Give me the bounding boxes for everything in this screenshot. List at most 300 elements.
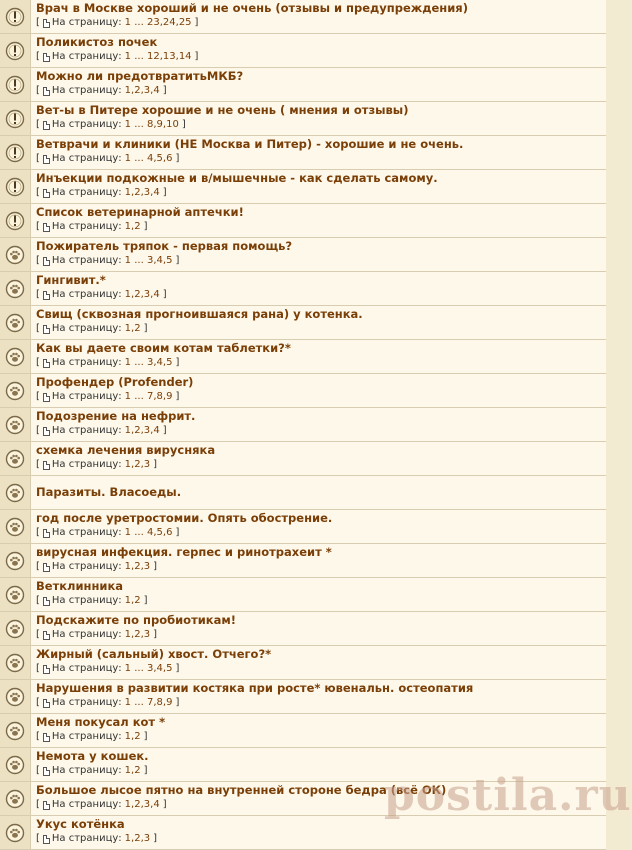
topic-title-link[interactable]: Большое лысое пятно на внутренней стороне бедра (всё ОК)	[36, 783, 447, 797]
pagination-ellipsis: ...	[134, 17, 144, 28]
topic-text-cell	[31, 408, 606, 441]
pagination-close-bracket: ]	[175, 391, 180, 402]
page-link[interactable]: 3	[143, 187, 151, 198]
page-link[interactable]: 3	[143, 833, 151, 844]
pagination-close-bracket: ]	[153, 629, 158, 640]
page-link[interactable]: 2	[134, 595, 141, 606]
page-link[interactable]: 2	[134, 731, 141, 742]
paw-topic-icon	[5, 823, 25, 843]
page-link[interactable]: 3	[143, 459, 151, 470]
page-link[interactable]: 1	[124, 833, 132, 844]
topic-text-cell	[31, 102, 606, 135]
topic-text-cell	[31, 204, 606, 237]
page-document-icon	[43, 291, 50, 300]
pagination-label: На страницу:	[51, 799, 122, 810]
topic-title-link[interactable]: Свищ (сквозная прогноившаяся рана) у котенка.	[36, 307, 363, 321]
page-link[interactable]: 1	[124, 51, 132, 62]
topic-title-link[interactable]: Пожиратель тряпок - первая помощь?	[36, 239, 293, 253]
topic-title-link[interactable]: Подозрение на нефрит.	[36, 409, 196, 423]
paw-topic-icon	[5, 313, 25, 333]
topic-text-cell	[31, 544, 606, 577]
topic-text-cell	[31, 272, 606, 305]
page-link[interactable]: 2	[134, 629, 141, 640]
page-document-icon	[43, 359, 50, 368]
topic-status-cell	[0, 408, 31, 441]
page-document-icon	[43, 733, 50, 742]
page-link[interactable]: 3	[146, 357, 154, 368]
paw-topic-icon	[5, 653, 25, 673]
topic-row	[0, 34, 606, 68]
pagination-ellipsis: ...	[134, 119, 144, 130]
page-link[interactable]: 10	[166, 119, 179, 130]
page-link[interactable]: 1	[124, 425, 132, 436]
topic-row	[0, 68, 606, 102]
pagination-close-bracket: ]	[175, 527, 180, 538]
topic-row	[0, 646, 606, 680]
pagination-label: На страницу:	[51, 357, 122, 368]
paw-topic-icon	[5, 245, 25, 265]
topic-title-link[interactable]: Паразиты. Власоеды.	[36, 485, 182, 499]
page-link[interactable]: 1	[124, 391, 132, 402]
pagination-label: На страницу:	[51, 51, 122, 62]
topic-title-link[interactable]: Ветклинника	[36, 579, 124, 593]
paw-topic-icon	[5, 483, 25, 503]
pagination-label: На страницу:	[51, 391, 122, 402]
topic-title-link[interactable]: Как вы даете своим котам таблетки?*	[36, 341, 291, 355]
topic-title-link[interactable]: вирусная инфекция. герпес и ринотрахеит *	[36, 545, 332, 559]
page-link[interactable]: 1	[124, 289, 132, 300]
page-link[interactable]: 24	[162, 17, 176, 28]
pagination-label: На страницу:	[51, 255, 122, 266]
pagination-label: На страницу:	[51, 425, 122, 436]
topic-title-link[interactable]: Гингивит.*	[36, 273, 106, 287]
topic-text-cell	[31, 34, 606, 67]
page-link[interactable]: 4	[156, 255, 163, 266]
topic-title-link[interactable]: Ветврачи и клиники (НЕ Москва и Питер) - хорошие и не очень.	[36, 137, 464, 151]
page-link[interactable]: 1	[124, 731, 132, 742]
topic-status-cell	[0, 680, 31, 713]
page-link[interactable]: 3	[143, 289, 151, 300]
page-document-icon	[43, 631, 50, 640]
pagination-open-bracket: [	[36, 663, 40, 674]
page-link[interactable]: 3	[143, 561, 151, 572]
topic-status-cell	[0, 374, 31, 407]
page-document-icon	[43, 529, 50, 538]
pagination-close-bracket: ]	[153, 833, 158, 844]
page-link[interactable]: 5	[166, 255, 173, 266]
page-document-icon	[43, 427, 50, 436]
pagination-label: На страницу:	[51, 153, 122, 164]
pagination-close-bracket: ]	[181, 119, 186, 130]
topic-pagination: [ На страницу: 1 , 2 , 3 ]	[36, 561, 158, 572]
topic-status-cell	[0, 306, 31, 339]
pagination-close-bracket: ]	[162, 85, 167, 96]
topic-text-cell	[31, 340, 606, 373]
page-link[interactable]: 6	[166, 527, 173, 538]
topic-row	[0, 374, 606, 408]
page-link[interactable]: 1	[124, 323, 132, 334]
pagination-label: На страницу:	[51, 119, 122, 130]
topic-status-cell	[0, 476, 31, 509]
paw-topic-icon	[5, 449, 25, 469]
page-link[interactable]: 1	[124, 595, 132, 606]
topic-pagination: [ На страницу: 1 ... 23 , 24 , 25 ]	[36, 17, 199, 28]
topic-row	[0, 612, 606, 646]
topic-row	[0, 272, 606, 306]
page-document-icon	[43, 189, 50, 198]
topic-title-link[interactable]: Можно ли предотвратитьМКБ?	[36, 69, 244, 83]
pagination-close-bracket: ]	[175, 663, 180, 674]
topic-title-link[interactable]: Список ветеринарной аптечки!	[36, 205, 244, 219]
page-link[interactable]: 1	[124, 85, 132, 96]
page-link[interactable]: 4	[153, 187, 160, 198]
page-link[interactable]: 7	[146, 697, 154, 708]
pagination-close-bracket: ]	[175, 697, 180, 708]
pagination-label: На страницу:	[51, 595, 122, 606]
topic-row	[0, 442, 606, 476]
pagination-open-bracket: [	[36, 697, 40, 708]
pagination-open-bracket: [	[36, 357, 40, 368]
topic-row	[0, 782, 606, 816]
topic-pagination: [ На страницу: 1 , 2 , 3 , 4 ]	[36, 85, 167, 96]
page-link[interactable]: 3	[146, 255, 154, 266]
page-link[interactable]: 2	[134, 187, 141, 198]
page-link[interactable]: 1	[124, 187, 132, 198]
topic-title-link[interactable]: Подскажите по пробиотикам!	[36, 613, 237, 627]
pagination-label: На страницу:	[51, 323, 122, 334]
paw-topic-icon	[5, 415, 25, 435]
topic-pagination: [ На страницу: 1 , 2 , 3 , 4 ]	[36, 187, 167, 198]
topic-pagination: [ На страницу: 1 ... 7 , 8 , 9 ]	[36, 697, 180, 708]
pagination-ellipsis: ...	[134, 697, 144, 708]
sticky-topic-icon	[5, 177, 25, 197]
page-link[interactable]: 8	[156, 697, 163, 708]
pagination-close-bracket: ]	[143, 221, 148, 232]
page-document-icon	[43, 87, 50, 96]
pagination-ellipsis: ...	[134, 527, 144, 538]
pagination-close-bracket: ]	[162, 289, 167, 300]
topic-row	[0, 408, 606, 442]
pagination-open-bracket: [	[36, 425, 40, 436]
pagination-open-bracket: [	[36, 595, 40, 606]
page-link[interactable]: 3	[143, 425, 151, 436]
page-document-icon	[43, 257, 50, 266]
page-link[interactable]: 4	[146, 527, 154, 538]
pagination-close-bracket: ]	[143, 765, 148, 776]
page-link[interactable]: 8	[156, 391, 163, 402]
page-link[interactable]: 2	[134, 459, 141, 470]
pagination-open-bracket: [	[36, 765, 40, 776]
page-link[interactable]: 1	[124, 17, 132, 28]
page-link[interactable]: 2	[134, 85, 141, 96]
pagination-open-bracket: [	[36, 391, 40, 402]
topic-text-cell	[31, 612, 606, 645]
page-link[interactable]: 1	[124, 697, 132, 708]
topic-pagination: [ На страницу: 1 , 2 ]	[36, 731, 148, 742]
pagination-label: На страницу:	[51, 561, 122, 572]
pagination-open-bracket: [	[36, 85, 40, 96]
page-document-icon	[43, 19, 50, 28]
topic-row	[0, 714, 606, 748]
topic-text-cell	[31, 136, 606, 169]
paw-topic-icon	[5, 551, 25, 571]
pagination-ellipsis: ...	[134, 391, 144, 402]
pagination-label: На страницу:	[51, 527, 122, 538]
pagination-close-bracket: ]	[162, 187, 167, 198]
topic-text-cell	[31, 0, 606, 33]
sticky-topic-icon	[5, 211, 25, 231]
topic-pagination: [ На страницу: 1 , 2 ]	[36, 323, 148, 334]
topic-text-cell	[31, 816, 606, 849]
page-link[interactable]: 1	[124, 663, 132, 674]
sticky-topic-icon	[5, 41, 25, 61]
topic-status-cell	[0, 238, 31, 271]
pagination-label: На страницу:	[51, 765, 122, 776]
topic-status-cell	[0, 816, 31, 849]
topic-pagination: [ На страницу: 1 ... 3 , 4 , 5 ]	[36, 663, 180, 674]
topic-pagination: [ На страницу: 1 , 2 ]	[36, 595, 148, 606]
pagination-label: На страницу:	[51, 697, 122, 708]
page-document-icon	[43, 597, 50, 606]
pagination-open-bracket: [	[36, 119, 40, 130]
page-link[interactable]: 1	[124, 459, 132, 470]
page-link[interactable]: 6	[166, 153, 173, 164]
page-link[interactable]: 4	[153, 289, 160, 300]
page-link[interactable]: 12	[146, 51, 160, 62]
topic-status-cell	[0, 68, 31, 101]
pagination-close-bracket: ]	[194, 51, 199, 62]
page-link[interactable]: 2	[134, 561, 141, 572]
topic-status-cell	[0, 170, 31, 203]
page-link[interactable]: 5	[156, 527, 163, 538]
page-link[interactable]: 1	[124, 357, 132, 368]
topic-text-cell	[31, 748, 606, 781]
topic-title-link[interactable]: Нарушения в развитии костяка при росте* ювенальн. остеопатия	[36, 681, 474, 695]
pagination-open-bracket: [	[36, 17, 40, 28]
pagination-open-bracket: [	[36, 255, 40, 266]
pagination-ellipsis: ...	[134, 51, 144, 62]
pagination-open-bracket: [	[36, 629, 40, 640]
topic-text-cell	[31, 306, 606, 339]
topic-row	[0, 0, 606, 34]
topic-row	[0, 238, 606, 272]
pagination-label: На страницу:	[51, 663, 122, 674]
page-link[interactable]: 3	[143, 85, 151, 96]
page-link[interactable]: 1	[124, 629, 132, 640]
pagination-close-bracket: ]	[153, 459, 158, 470]
page-link[interactable]: 4	[153, 85, 160, 96]
topic-text-cell	[31, 68, 606, 101]
topic-status-cell	[0, 510, 31, 543]
page-document-icon	[43, 121, 50, 130]
page-link[interactable]: 4	[156, 663, 163, 674]
pagination-close-bracket: ]	[143, 595, 148, 606]
topic-status-cell	[0, 646, 31, 679]
pagination-label: На страницу:	[51, 85, 122, 96]
topic-title-link[interactable]: год после уретростомии. Опять обострение.	[36, 511, 333, 525]
pagination-close-bracket: ]	[175, 255, 180, 266]
pagination-open-bracket: [	[36, 731, 40, 742]
page-link[interactable]: 13	[162, 51, 176, 62]
topic-title-link[interactable]: Профендер (Profender)	[36, 375, 194, 389]
page-link[interactable]: 1	[124, 119, 132, 130]
pagination-label: На страницу:	[51, 187, 122, 198]
page-link[interactable]: 1	[124, 153, 132, 164]
topic-text-cell	[31, 476, 606, 509]
topic-text-cell	[31, 442, 606, 475]
page-link[interactable]: 4	[153, 799, 160, 810]
topic-row	[0, 578, 606, 612]
paw-topic-icon	[5, 347, 25, 367]
sticky-topic-icon	[5, 75, 25, 95]
topic-pagination: [ На страницу: 1 , 2 , 3 , 4 ]	[36, 425, 167, 436]
topic-pagination: [ На страницу: 1 ... 12 , 13 , 14 ]	[36, 51, 199, 62]
pagination-close-bracket: ]	[143, 731, 148, 742]
page-link[interactable]: 3	[146, 663, 154, 674]
topic-title-link[interactable]: Меня покусал кот *	[36, 715, 166, 729]
topic-status-cell	[0, 204, 31, 237]
page-document-icon	[43, 155, 50, 164]
topic-row	[0, 544, 606, 578]
page-link[interactable]: 23	[146, 17, 160, 28]
page-link[interactable]: 5	[156, 153, 163, 164]
topic-text-cell	[31, 374, 606, 407]
topic-pagination: [ На страницу: 1 ... 8 , 9 , 10 ]	[36, 119, 186, 130]
pagination-close-bracket: ]	[175, 357, 180, 368]
page-link[interactable]: 1	[124, 765, 132, 776]
pagination-label: На страницу:	[51, 833, 122, 844]
paw-topic-icon	[5, 687, 25, 707]
pagination-open-bracket: [	[36, 561, 40, 572]
page-link[interactable]: 4	[156, 357, 163, 368]
topic-row	[0, 510, 606, 544]
pagination-label: На страницу:	[51, 629, 122, 640]
watermark: postila.ru	[384, 770, 632, 821]
pagination-label: На страницу:	[51, 731, 122, 742]
topic-pagination: [ На страницу: 1 ... 3 , 4 , 5 ]	[36, 255, 180, 266]
page-link[interactable]: 3	[143, 629, 151, 640]
page-link[interactable]: 3	[143, 799, 151, 810]
page-document-icon	[43, 223, 50, 232]
page-link[interactable]: 4	[153, 425, 160, 436]
topic-title-link[interactable]: Жирный (сальный) хвост. Отчего?*	[36, 647, 272, 661]
page-link[interactable]: 5	[166, 663, 173, 674]
topic-text-cell	[31, 170, 606, 203]
page-document-icon	[43, 835, 50, 844]
page-link[interactable]: 9	[166, 391, 173, 402]
topic-title-link[interactable]: Немота у кошек.	[36, 749, 149, 763]
topic-row	[0, 136, 606, 170]
page-link[interactable]: 2	[134, 425, 141, 436]
pagination-close-bracket: ]	[153, 561, 158, 572]
topic-status-cell	[0, 0, 31, 33]
page-link[interactable]: 1	[124, 255, 132, 266]
topic-status-cell	[0, 748, 31, 781]
page-link[interactable]: 1	[124, 527, 132, 538]
page-link[interactable]: 2	[134, 799, 141, 810]
page-link[interactable]: 2	[134, 833, 141, 844]
page-link[interactable]: 7	[146, 391, 154, 402]
topic-row	[0, 170, 606, 204]
pagination-open-bracket: [	[36, 799, 40, 810]
topic-row	[0, 204, 606, 238]
topic-status-cell	[0, 272, 31, 305]
topic-text-cell	[31, 782, 606, 815]
topic-status-cell	[0, 442, 31, 475]
topic-title-link[interactable]: Врач в Москве хороший и не очень (отзывы и предупреждения)	[36, 1, 468, 15]
page-link[interactable]: 9	[156, 119, 163, 130]
page-document-icon	[43, 767, 50, 776]
paw-topic-icon	[5, 517, 25, 537]
page-document-icon	[43, 461, 50, 470]
pagination-ellipsis: ...	[134, 153, 144, 164]
paw-topic-icon	[5, 585, 25, 605]
topic-pagination: [ На страницу: 1 ... 3 , 4 , 5 ]	[36, 357, 180, 368]
pagination-close-bracket: ]	[162, 799, 167, 810]
page-link[interactable]: 9	[166, 697, 173, 708]
topic-status-cell	[0, 340, 31, 373]
pagination-label: На страницу:	[51, 289, 122, 300]
page-link[interactable]: 2	[134, 221, 141, 232]
pagination-open-bracket: [	[36, 153, 40, 164]
page-link[interactable]: 2	[134, 765, 141, 776]
topic-title-link[interactable]: схемка лечения вирусняка	[36, 443, 216, 457]
pagination-close-bracket: ]	[143, 323, 148, 334]
topic-title-link[interactable]: Поликистоз почек	[36, 35, 158, 49]
page-link[interactable]: 4	[146, 153, 154, 164]
topic-pagination: [ На страницу: 1 , 2 , 3 ]	[36, 459, 158, 470]
page-link[interactable]: 5	[166, 357, 173, 368]
pagination-label: На страницу:	[51, 17, 122, 28]
pagination-open-bracket: [	[36, 833, 40, 844]
pagination-open-bracket: [	[36, 459, 40, 470]
pagination-label: На страницу:	[51, 221, 122, 232]
topic-title-link[interactable]: Вет-ы в Питере хорошие и не очень ( мнения и отзывы)	[36, 103, 409, 117]
topic-status-cell	[0, 34, 31, 67]
topic-status-cell	[0, 102, 31, 135]
topic-status-cell	[0, 782, 31, 815]
page-document-icon	[43, 325, 50, 334]
paw-topic-icon	[5, 381, 25, 401]
topic-row	[0, 306, 606, 340]
topic-pagination: [ На страницу: 1 ... 4 , 5 , 6 ]	[36, 153, 180, 164]
paw-topic-icon	[5, 789, 25, 809]
page-link[interactable]: 14	[178, 51, 192, 62]
pagination-open-bracket: [	[36, 323, 40, 334]
page-link[interactable]: 2	[134, 289, 141, 300]
page-link[interactable]: 1	[124, 221, 132, 232]
topic-text-cell	[31, 646, 606, 679]
topic-row	[0, 680, 606, 714]
topic-pagination: [ На страницу: 1 , 2 ]	[36, 221, 148, 232]
page-link[interactable]: 1	[124, 561, 132, 572]
sticky-topic-icon	[5, 143, 25, 163]
topic-pagination: [ На страницу: 1 , 2 , 3 , 4 ]	[36, 799, 167, 810]
page-link[interactable]: 8	[146, 119, 154, 130]
topic-pagination: [ На страницу: 1 ... 7 , 8 , 9 ]	[36, 391, 180, 402]
page-link[interactable]: 2	[134, 323, 141, 334]
topic-title-link[interactable]: Укус котёнка	[36, 817, 125, 831]
page-link[interactable]: 1	[124, 799, 132, 810]
sticky-topic-icon	[5, 7, 25, 27]
paw-topic-icon	[5, 755, 25, 775]
topic-pagination: [ На страницу: 1 , 2 , 3 , 4 ]	[36, 289, 167, 300]
topic-title-link[interactable]: Инъекции подкожные и в/мышечные - как сделать самому.	[36, 171, 438, 185]
page-link[interactable]: 25	[178, 17, 192, 28]
topic-row	[0, 748, 606, 782]
pagination-open-bracket: [	[36, 527, 40, 538]
topic-status-cell	[0, 136, 31, 169]
